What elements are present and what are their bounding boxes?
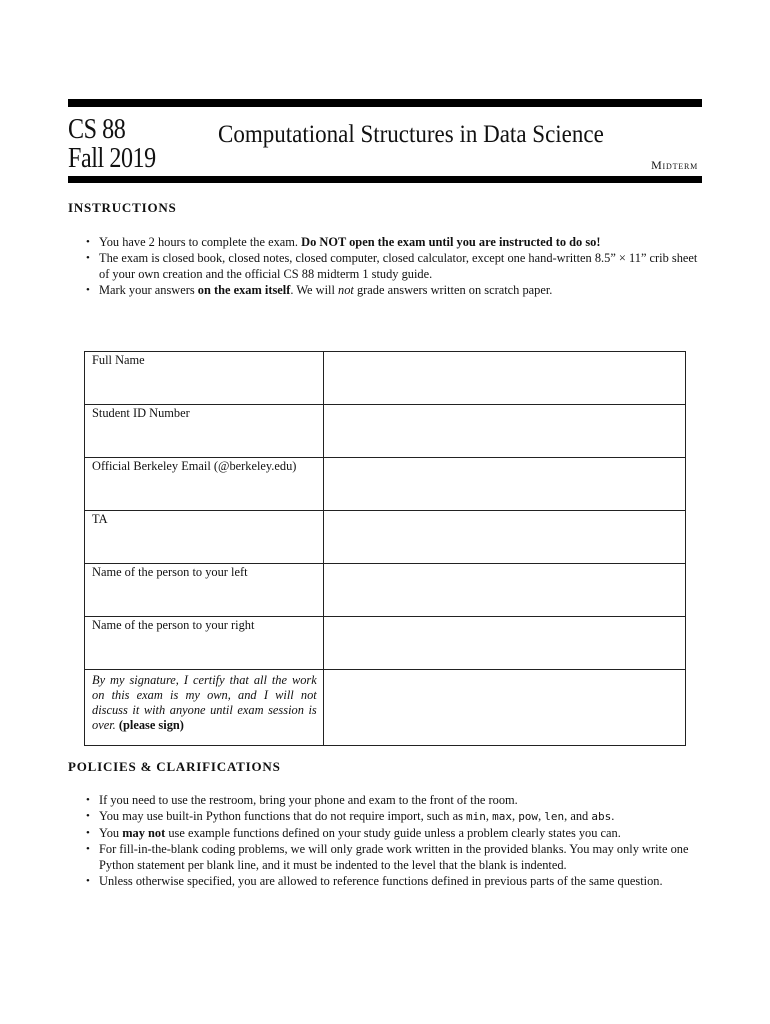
ta-field[interactable] [323,511,685,564]
bullet-icon: • [86,827,90,839]
bottom-rule [68,176,702,183]
bullet-icon: • [86,794,90,806]
instructions-list [86,234,702,298]
instruction-item: • You have 2 hours to complete the exam. Do NOT open the exam until you are instructed to do so! [86,235,601,249]
table-row [85,617,686,670]
student-info-table [84,351,686,746]
policy-item: • Unless otherwise specified, you are allowed to reference functions defined in previous parts of the same question. [86,874,663,888]
table-row [85,458,686,511]
policy-item: • For fill-in-the-blank coding problems, we will only grade work written in the provided blanks. You may only write one Python statement per blank line, and it must be indented to the level that the blank is indented. [86,842,689,872]
left-neighbor-label: Name of the person to your left [85,564,324,617]
instructions-heading: INSTRUCTIONS [68,200,177,215]
signature-statement: By my signature, I certify that all the work on this exam is my own, and I will not discuss it with anyone until exam session is over. (please sign) [85,670,324,746]
left-neighbor-field[interactable] [323,564,685,617]
policy-item: • If you need to use the restroom, bring your phone and exam to the front of the room. [86,793,518,807]
course-code: CS 88 [68,114,126,145]
student-id-field[interactable] [323,405,685,458]
bullet-icon: • [86,810,90,822]
signature-field[interactable] [323,670,685,746]
email-label: Official Berkeley Email (@berkeley.edu) [85,458,324,511]
policy-item: • You may use built-in Python functions that do not require import, such as min, max, pow, len, and abs. [86,809,615,823]
policy-item: • You may not use example functions defined on your study guide unless a problem clearly states you can. [86,826,621,840]
policies-heading: POLICIES & CLARIFICATIONS [68,759,281,774]
email-field[interactable] [323,458,685,511]
student-id-label: Student ID Number [85,405,324,458]
table-row [85,670,686,746]
instruction-item: • The exam is closed book, closed notes, closed computer, closed calculator, except one hand-written 8.5” × 11” crib sheet of your own creation and the official CS 88 midterm 1 study guide. [86,251,698,281]
bullet-icon: • [86,252,90,264]
instruction-item: • Mark your answers on the exam itself. We will not grade answers written on scratch paper. [86,283,553,297]
table-row [85,405,686,458]
bullet-icon: • [86,843,90,855]
right-neighbor-label: Name of the person to your right [85,617,324,670]
policies-list [86,792,702,889]
bullet-icon: • [86,236,90,248]
bullet-icon: • [86,875,90,887]
exam-title: Computational Structures in Data Science [218,121,604,148]
top-rule [68,99,702,107]
table-row [85,511,686,564]
bullet-icon: • [86,284,90,296]
full-name-field[interactable] [323,352,685,405]
table-row [85,352,686,405]
exam-kind: Midterm [651,158,698,172]
full-name-label: Full Name [85,352,324,405]
table-row [85,564,686,617]
term-label: Fall 2019 [68,143,156,174]
right-neighbor-field[interactable] [323,617,685,670]
ta-label: TA [85,511,324,564]
